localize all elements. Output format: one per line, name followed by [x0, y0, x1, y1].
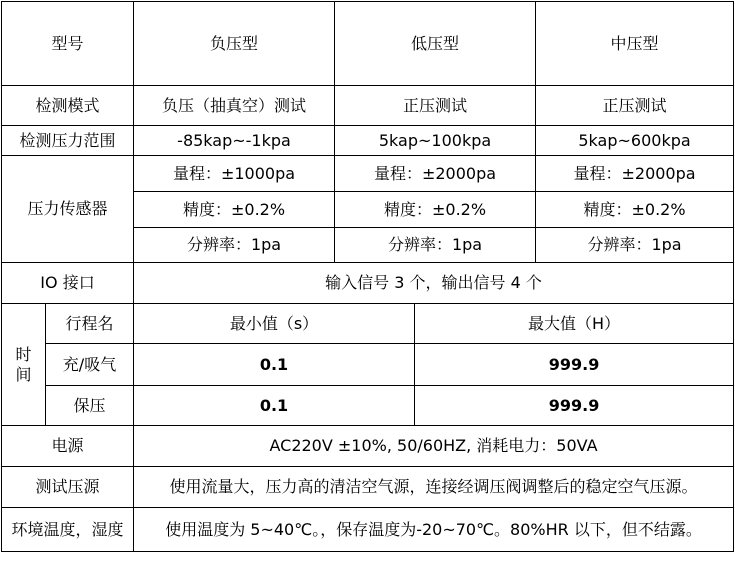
air-source-row [2, 467, 734, 508]
pressure-range-row [2, 126, 734, 156]
sensor-resolution-negative: 分辨率：1pa [134, 228, 335, 263]
model-medium: 中压型 [536, 2, 734, 86]
model-low: 低压型 [335, 2, 536, 86]
time-label [2, 304, 46, 426]
sensor-label: 压力传感器 [2, 156, 134, 263]
pressure-range-negative: -85kap~-1kpa [134, 126, 335, 156]
min-value-hold: 0.1 [134, 386, 415, 426]
detection-mode-negative: 负压（抽真空）测试 [134, 86, 335, 126]
sensor-resolution-low: 分辨率：1pa [335, 228, 536, 263]
detection-mode-medium: 正压测试 [536, 86, 734, 126]
pressure-range-label: 检测压力范围 [2, 126, 134, 156]
model-label: 型号 [2, 2, 134, 86]
sensor-range-negative: 量程：±1000pa [134, 156, 335, 192]
spec-table [1, 1, 734, 552]
sensor-precision-negative: 精度：±0.2% [134, 192, 335, 228]
air-source-value: 使用流量大，压力高的清洁空气源，连接经调压阀调整后的稳定空气压源。 [134, 467, 734, 508]
pressure-range-low: 5kap~100kpa [335, 126, 536, 156]
detection-mode-low: 正压测试 [335, 86, 536, 126]
io-value: 输入信号 3 个，输出信号 4 个 [134, 263, 734, 304]
pressure-range-medium: 5kap~600kpa [536, 126, 734, 156]
sensor-resolution-medium: 分辨率：1pa [536, 228, 734, 263]
sensor-range-row [2, 156, 734, 192]
min-value-fill: 0.1 [134, 344, 415, 386]
environment-value: 使用温度为 5~40℃。，保存温度为-20~70℃。80%HR 以下，但不结露。 [134, 508, 734, 552]
sensor-range-low: 量程：±2000pa [335, 156, 536, 192]
model-negative: 负压型 [134, 2, 335, 86]
min-value-header: 最小值（s） [134, 304, 415, 344]
environment-row [2, 508, 734, 552]
time-header-row [2, 304, 734, 344]
time-row-hold [2, 386, 734, 426]
detection-mode-label: 检测模式 [2, 86, 134, 126]
max-value-fill: 999.9 [415, 344, 734, 386]
stroke-name-fill: 充/吸气 [46, 344, 134, 386]
io-row [2, 263, 734, 304]
max-value-header: 最大值（H） [415, 304, 734, 344]
time-label-char-1: 时 [15, 345, 32, 365]
power-row [2, 426, 734, 467]
stroke-name-hold: 保压 [46, 386, 134, 426]
power-value: AC220V ±10%, 50/60HZ, 消耗电力：50VA [134, 426, 734, 467]
sensor-range-medium: 量程：±2000pa [536, 156, 734, 192]
stroke-name-header: 行程名 [46, 304, 134, 344]
max-value-hold: 999.9 [415, 386, 734, 426]
time-row-fill [2, 344, 734, 386]
environment-label: 环境温度，湿度 [2, 508, 134, 552]
sensor-precision-low: 精度：±0.2% [335, 192, 536, 228]
detection-mode-row [2, 86, 734, 126]
model-row [2, 2, 734, 86]
time-label-char-2: 间 [15, 364, 32, 384]
power-label: 电源 [2, 426, 134, 467]
air-source-label: 测试压源 [2, 467, 134, 508]
io-label: IO 接口 [2, 263, 134, 304]
sensor-precision-medium: 精度：±0.2% [536, 192, 734, 228]
